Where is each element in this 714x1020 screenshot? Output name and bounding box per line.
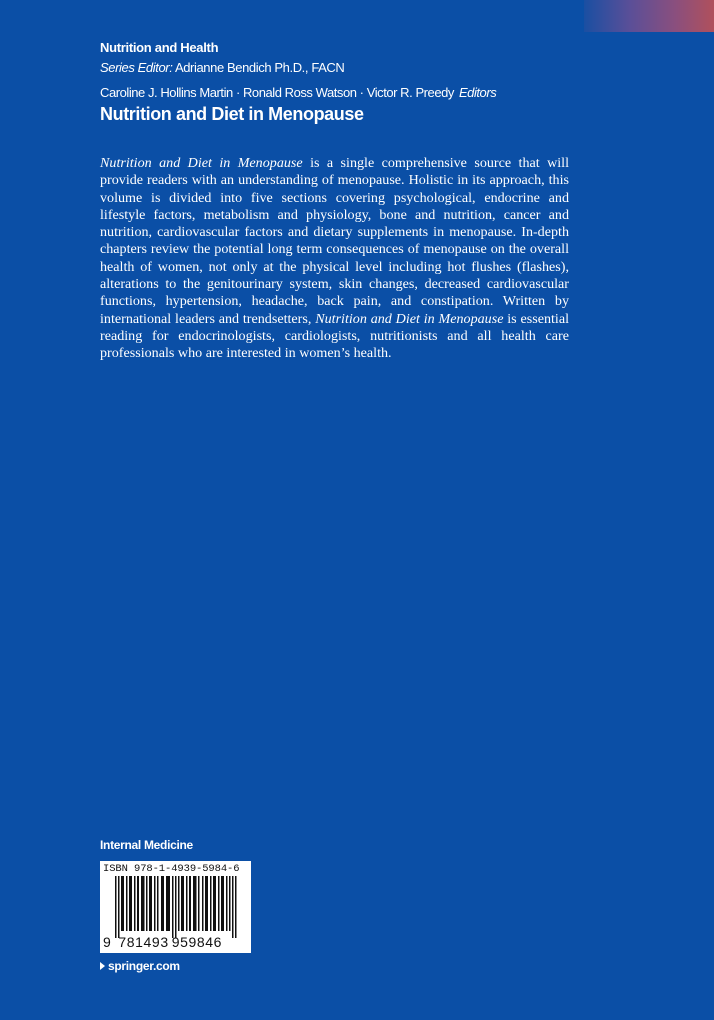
isbn-barcode bbox=[100, 861, 251, 953]
triangle-right-icon bbox=[100, 962, 105, 970]
series-editor bbox=[100, 59, 344, 77]
description-text: is essential reading for endocrinologists, cardiologists, nutritionists and all health care professionals who are interested in women’s health. bbox=[100, 310, 569, 362]
publisher-website[interactable] bbox=[100, 959, 180, 973]
description-text: is a single comprehensive source that will provide readers with an understanding of menopause. Holistic in its approach, this volume is divided into five sections covering psychological, endocrine and lifestyle factors, metabolism and physiology, bone and nutrition, cancer and nutrition, cardiovascular factors and dietary supplements in menopause. In-depth chapters review the potential long term consequences of menopause on the overall health of women, not only at the physical level including hot flushes (flashes), alterations to the genitourinary system, skin changes, decreased cardiovascular functions, hypertension, headache, back pain, and constipation. Written by international leaders and trendsetters, bbox=[100, 155, 570, 327]
editor-names: Caroline J. Hollins Martin · Ronald Ross Watson · Victor R. Preedy bbox=[100, 85, 454, 100]
series-editor-name: Adrianne Bendich Ph.D., FACN bbox=[174, 60, 345, 75]
book-description bbox=[100, 155, 569, 363]
series-block bbox=[100, 40, 344, 77]
series-editor-label: Series Editor: bbox=[100, 60, 173, 75]
editors-line bbox=[100, 84, 496, 102]
barcode-lead-digit: 9 bbox=[103, 934, 112, 950]
description-title-italic: Nutrition and Diet in Menopause bbox=[100, 155, 303, 171]
subject-category: Internal Medicine bbox=[100, 838, 193, 852]
book-title: Nutrition and Diet in Menopause bbox=[100, 104, 364, 124]
isbn-label: ISBN 978-1-4939-5984-6 bbox=[103, 863, 240, 875]
corner-gradient-band bbox=[584, 0, 714, 32]
barcode-digits bbox=[103, 934, 222, 950]
editors-label: Editors bbox=[458, 85, 497, 100]
website-label[interactable]: springer.com bbox=[108, 959, 180, 973]
description-title-italic: Nutrition and Diet in Menopause bbox=[315, 310, 504, 327]
series-name: Nutrition and Health bbox=[100, 40, 219, 55]
barcode-group-1: 781493 bbox=[118, 934, 169, 950]
barcode-group-2: 959846 bbox=[171, 934, 223, 950]
barcode-bars-icon bbox=[115, 876, 237, 938]
